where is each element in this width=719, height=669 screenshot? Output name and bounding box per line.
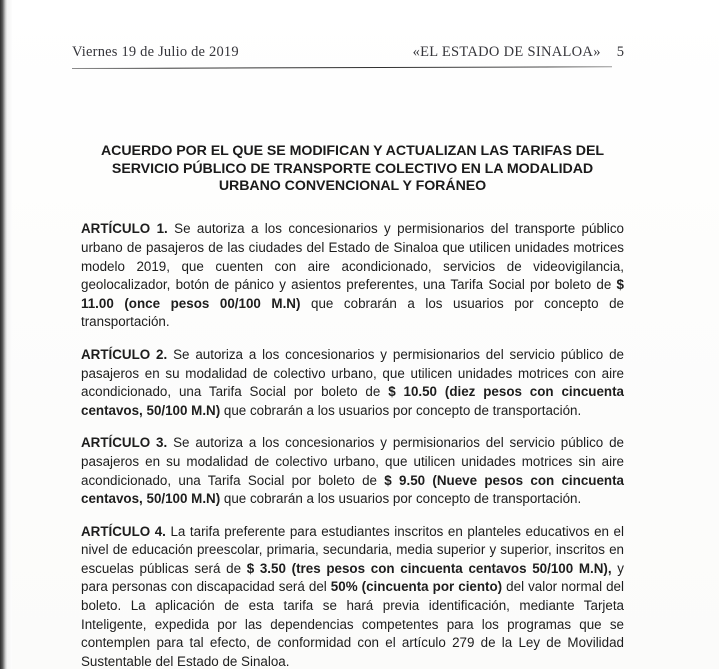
page-title-line-1: ACUERDO POR EL QUE SE MODIFICAN Y ACTUALIZAN LAS TARIFAS DEL (100, 143, 605, 159)
header-date: Viernes 19 de Julio de 2019 (72, 44, 239, 60)
article-text-before: Se autoriza a los concesionarios y permisionarios del transporte público urbano de pasajeros de las ciudades del Estado de Sinaloa que utilicen unidades motrices modelo 2019, que cuenten con aire acondicionado, servicios de videovigilancia, geolocalizador, botón de pánico y asientos preferentes, una Tarifa Social por boleto de (81, 221, 624, 293)
page-title-line-2: SERVICIO PÚBLICO DE TRANSPORTE COLECTIVO EN LA MODALIDAD (111, 160, 594, 177)
article-text-before: Se autoriza a los concesionarios y permisionarios del servicio público de pasajeros en su modalidad de colectivo urbano, que utilicen unidades motrices con aire acondicionado, una Tarifa Social por boleto de (81, 346, 624, 400)
article-paragraph (81, 346, 624, 420)
article-text-before: La tarifa preferente para estudiantes inscritos en planteles educativos en el nivel de educación preescolar, primaria, secundaria, media superior y superior, inscritos en escuelas públicas será de (81, 523, 624, 576)
running-head (72, 44, 624, 66)
header-page-number: 5 (616, 44, 624, 60)
article-paragraph (81, 220, 624, 332)
article-emphasis: $ 3.50 (tres pesos con cincuenta centavos 50/100 M.N), (246, 560, 612, 576)
article-paragraph (81, 523, 624, 669)
article-text-after: que cobrarán a los usuarios por concepto de transportación. (220, 402, 582, 418)
header-gazette-title: «EL ESTADO DE SINALOA» (412, 44, 601, 60)
article-text-middle: y para personas con discapacidad será del (81, 560, 624, 595)
article-label: ARTÍCULO 3. (81, 435, 168, 451)
article-paragraph (81, 434, 624, 508)
document-body (81, 207, 624, 669)
page-title (81, 143, 624, 196)
article-emphasis: $ 10.50 (diez pesos con cincuenta centavos, 50/100 M.N) (81, 384, 624, 418)
article-text-after: del valor normal del boleto. La aplicación de esta tarifa se hará previa identificación, mediante Tarjeta Inteligente, expedida por las dependencias competentes para los programas que se contemplen para tal efecto, de conformidad con el artículo 279 de la Ley de Movilidad Sustentable del Estado de Sinaloa. (81, 579, 624, 669)
article-emphasis: $ 11.00 (once pesos 00/100 M.N) (81, 277, 624, 311)
article-emphasis-secondary: 50% (cincuenta por ciento) (330, 579, 503, 595)
article-text-after: que cobrarán a los usuarios por concepto de transportación. (220, 491, 582, 507)
article-text-before: Se autoriza a los concesionarios y permisionarios del servicio público de pasajeros en su modalidad de colectivo urbano, que utilicen unidades motrices sin aire acondicionado, una Tarifa Social por boleto de (81, 435, 624, 488)
article-label: ARTÍCULO 2. (81, 346, 168, 362)
article-emphasis: $ 9.50 (Nueve pesos con cincuenta centavos, 50/100 M.N) (81, 472, 624, 507)
article-text-after: que cobrarán a los usuarios por concepto de transportación. (81, 295, 624, 330)
scan-edge-shadow (0, 0, 7, 669)
header-right-group (413, 44, 624, 61)
page-title-line-3: URBANO CONVENCIONAL Y FORÁNEO (218, 178, 487, 195)
article-label: ARTÍCULO 4. (81, 523, 166, 539)
article-label: ARTÍCULO 1. (81, 221, 168, 237)
